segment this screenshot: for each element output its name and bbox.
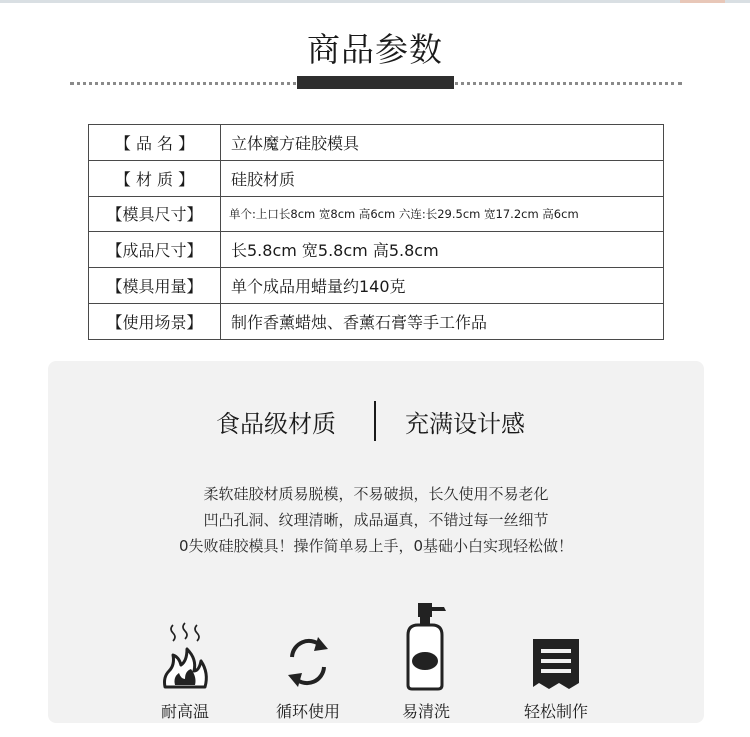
slogan-divider <box>374 401 376 441</box>
feature-easy-make <box>496 601 616 723</box>
product-params-table <box>88 124 664 340</box>
top-edge-accent <box>680 0 725 3</box>
param-row-material <box>89 160 664 196</box>
param-value: 长5.8cm 宽5.8cm 高5.8cm <box>221 232 664 268</box>
easy-make-document-icon <box>496 601 616 691</box>
slogan-design: 充满设计感 <box>405 410 525 438</box>
feature-label: 轻松制作 <box>523 702 588 721</box>
section-title: 商品参数 <box>307 30 443 69</box>
description-line: 柔软硅胶材质易脱模，不易破损，长久使用不易老化 <box>203 485 549 503</box>
slogan-food-grade: 食品级材质 <box>216 410 336 438</box>
param-value: 立体魔方硅胶模具 <box>221 125 664 161</box>
feature-recyclable <box>248 601 368 723</box>
feature-easy-clean <box>366 601 486 723</box>
param-row-usage-scene <box>89 303 664 339</box>
param-key: 【 品 名 】 <box>89 125 221 161</box>
param-value: 单个成品用蜡量约140克 <box>221 268 664 304</box>
recycle-arrows-icon <box>248 601 368 691</box>
param-key: 【使用场景】 <box>89 303 221 339</box>
heat-resistant-flame-icon <box>125 601 245 691</box>
top-edge-strip <box>0 0 750 3</box>
param-row-name <box>89 125 664 161</box>
param-key: 【模具尺寸】 <box>89 196 221 232</box>
param-row-wax-usage <box>89 268 664 304</box>
feature-label: 易清洗 <box>401 702 450 721</box>
param-value: 硅胶材质 <box>221 160 664 196</box>
param-key: 【 材 质 】 <box>89 160 221 196</box>
param-value: 单个:上口长8cm 宽8cm 高6cm 六连:长29.5cm 宽17.2cm 高6cm <box>221 196 664 232</box>
param-row-product-size <box>89 232 664 268</box>
param-key: 【模具用量】 <box>89 268 221 304</box>
description-line: 0失败硅胶模具！操作简单易上手，0基础小白实现轻松做！ <box>178 537 574 555</box>
param-key: 【成品尺寸】 <box>89 232 221 268</box>
feature-panel <box>48 361 704 723</box>
feature-label: 循环使用 <box>275 702 340 721</box>
soap-bottle-icon <box>366 601 486 691</box>
description-line: 凹凸孔洞、纹理清晰，成品逼真，不错过每一丝细节 <box>203 511 549 529</box>
feature-heat-resistant <box>125 601 245 723</box>
feature-label: 耐高温 <box>160 702 209 721</box>
title-underline-bar <box>297 76 454 89</box>
param-row-mold-size <box>89 196 664 232</box>
feature-description <box>48 481 704 559</box>
param-value: 制作香薰蜡烛、香薰石膏等手工作品 <box>221 303 664 339</box>
